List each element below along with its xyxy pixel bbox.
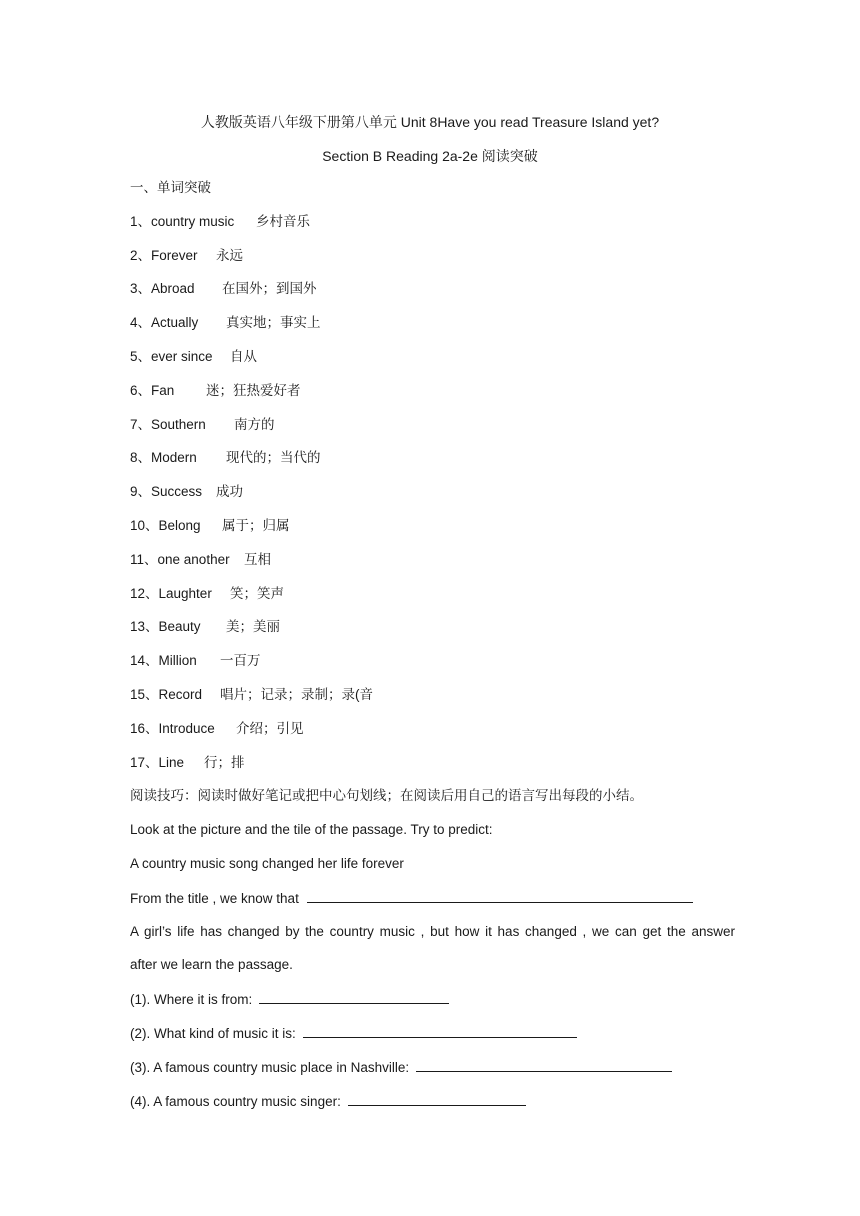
vocab-meaning: 迷；狂热爱好者 — [206, 382, 301, 398]
from-title-line — [130, 888, 735, 922]
predict-prompt: Look at the picture and the tile of the passage. Try to predict: — [130, 822, 493, 838]
title-block — [0, 112, 860, 180]
vocab-item — [130, 246, 735, 280]
vocab-meaning: 行；排 — [204, 754, 245, 770]
vocab-meaning: 介绍；引见 — [236, 720, 304, 736]
vocab-item — [130, 381, 735, 415]
answer-blank[interactable] — [303, 1023, 577, 1038]
vocab-term: 12、Laughter — [130, 585, 212, 601]
vocab-term: 13、Beauty — [130, 619, 201, 635]
vocab-item — [130, 685, 735, 719]
question-label: (4). A famous country music singer: — [130, 1093, 341, 1109]
vocab-item — [130, 516, 735, 550]
vocab-term: 4、Actually — [130, 315, 199, 331]
vocab-meaning: 现代的；当代的 — [226, 450, 321, 466]
from-title-prompt: From the title , we know that — [130, 890, 299, 906]
vocab-term: 7、Southern — [130, 416, 206, 432]
vocab-item — [130, 279, 735, 313]
vocab-term: 10、Belong — [130, 517, 201, 533]
vocab-item — [130, 212, 735, 246]
vocab-meaning: 南方的 — [234, 416, 275, 432]
answer-blank[interactable] — [416, 1057, 672, 1072]
vocab-meaning: 自从 — [230, 348, 257, 364]
vocab-item — [130, 753, 735, 787]
vocabulary-list — [130, 212, 735, 787]
vocab-item — [130, 550, 735, 584]
vocab-meaning: 永远 — [216, 247, 243, 263]
vocab-item — [130, 448, 735, 482]
question-list — [130, 989, 735, 1124]
vocab-item — [130, 347, 735, 381]
answer-blank[interactable] — [259, 989, 449, 1004]
vocab-meaning: 唱片；记录；录制；录(音 — [220, 686, 373, 702]
vocab-item — [130, 584, 735, 618]
question-item — [130, 1023, 735, 1057]
vocab-term: 8、Modern — [130, 450, 197, 466]
vocab-meaning: 美；美丽 — [226, 619, 280, 635]
vocab-term: 6、Fan — [130, 382, 175, 398]
vocab-term: 16、Introduce — [130, 720, 215, 736]
vocab-meaning: 真实地；事实上 — [226, 315, 321, 331]
vocab-term: 3、Abroad — [130, 281, 195, 297]
document-body — [130, 178, 735, 1124]
paragraph-line: after we learn the passage. — [130, 957, 293, 973]
question-label: (3). A famous country music place in Nashville: — [130, 1059, 410, 1075]
document-subtitle: Section B Reading 2a-2e 阅读突破 — [322, 148, 538, 164]
vocab-meaning: 乡村音乐 — [256, 213, 310, 229]
vocab-item — [130, 313, 735, 347]
question-label: (2). What kind of music it is: — [130, 1025, 296, 1041]
paragraph-line: A girl’s life has changed by the country music , but how it has changed , we can get the answer — [130, 923, 735, 939]
vocab-item — [130, 617, 735, 651]
vocab-meaning: 一百万 — [220, 653, 261, 669]
question-label: (1). Where it is from: — [130, 992, 253, 1008]
reading-tip: 阅读技巧：阅读时做好笔记或把中心句划线；在阅读后用自己的语言写出每段的小结。 — [130, 788, 643, 804]
vocab-term: 2、Forever — [130, 247, 198, 263]
vocab-item — [130, 719, 735, 753]
vocab-item — [130, 482, 735, 516]
document-title: 人教版英语八年级下册第八单元 Unit 8Have you read Treasure Island yet? — [200, 114, 660, 130]
vocab-term: 17、Line — [130, 754, 185, 770]
vocab-term: 5、ever since — [130, 348, 213, 364]
passage-title: A country music song changed her life forever — [130, 855, 404, 871]
answer-blank[interactable] — [307, 888, 693, 903]
vocab-term: 15、Record — [130, 686, 203, 702]
section-heading: 一、单词突破 — [130, 180, 211, 195]
vocab-term: 14、Million — [130, 653, 197, 669]
question-item — [130, 1091, 735, 1125]
vocab-meaning: 在国外；到国外 — [222, 281, 317, 297]
vocab-term: 1、country music — [130, 213, 235, 229]
vocab-meaning: 笑；笑声 — [230, 585, 284, 601]
vocab-term: 9、Success — [130, 484, 203, 500]
vocab-term: 11、one another — [130, 551, 230, 567]
question-item — [130, 1057, 735, 1091]
vocab-meaning: 属于；归属 — [222, 517, 290, 533]
vocab-meaning: 成功 — [216, 484, 243, 500]
question-item — [130, 989, 735, 1023]
answer-blank[interactable] — [348, 1091, 526, 1106]
vocab-item — [130, 415, 735, 449]
vocab-meaning: 互相 — [244, 551, 271, 567]
vocab-item — [130, 651, 735, 685]
